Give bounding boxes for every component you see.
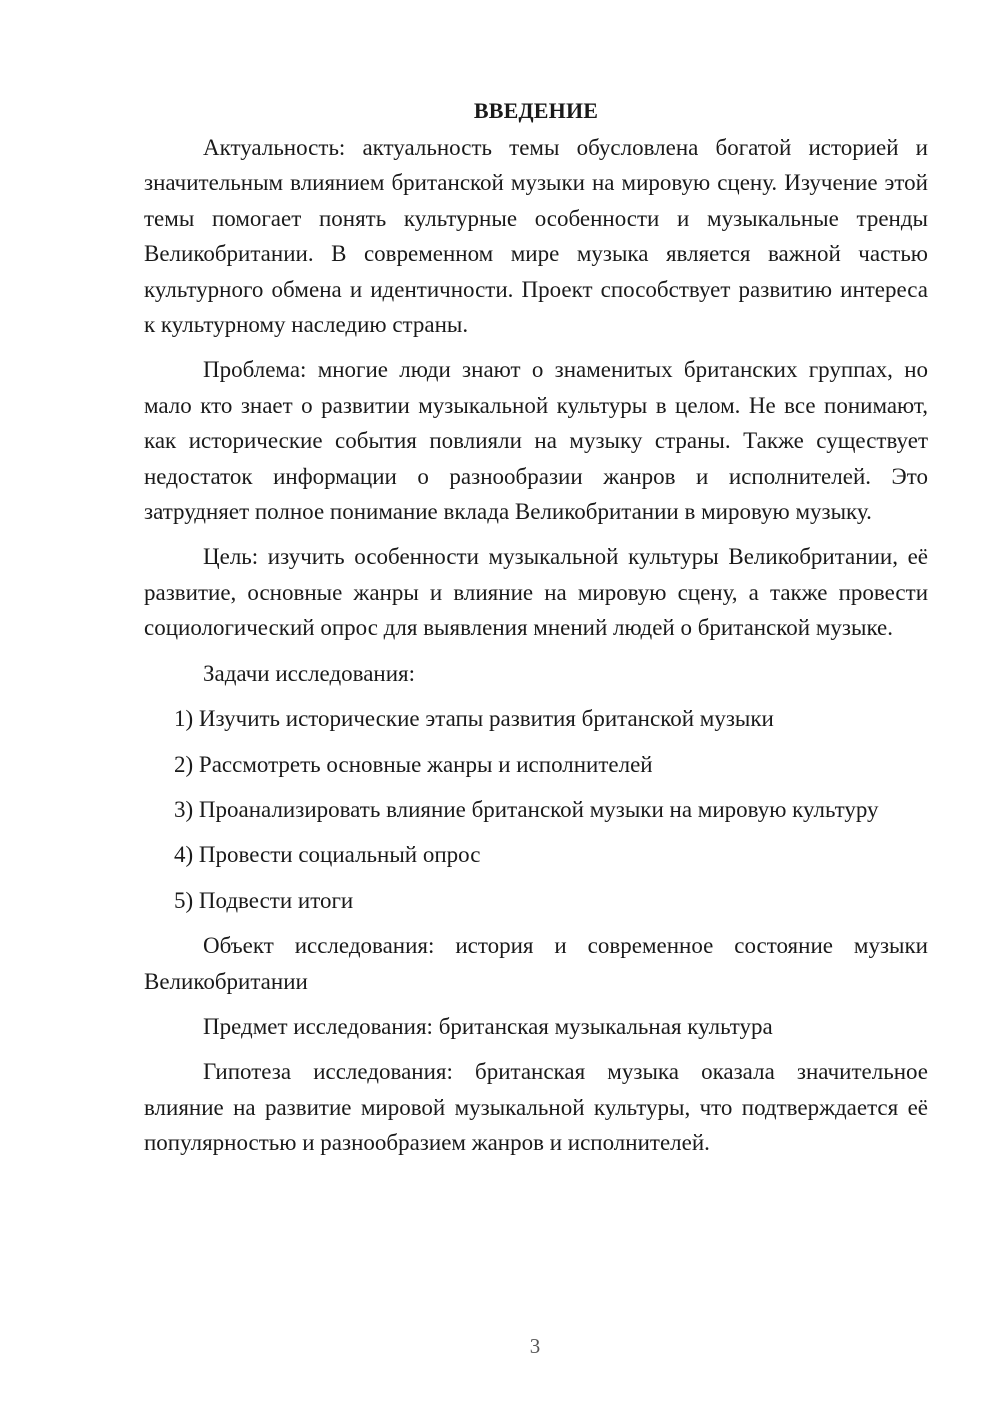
task-item-4: 4) Провести социальный опрос — [174, 842, 481, 868]
paragraph-subject: Предмет исследования: британская музыкальная культура — [203, 1013, 773, 1039]
task-item-3: 3) Проанализировать влияние британской музыки на мировую культуру — [174, 796, 879, 822]
paragraph-hypothesis: Гипотеза исследования: британская музыка оказала значительное влияние на развитие мировой музыкальной культуры, что подтверждается её популярностью и разнообразием жанров и исполнителей. — [144, 1059, 928, 1156]
paragraph-object: Объект исследования: история и современное состояние музыки Великобритании — [144, 933, 928, 994]
task-item-5: 5) Подвести итоги — [174, 887, 354, 913]
paragraph-goal: Цель: изучить особенности музыкальной культуры Великобритании, её развитие, основные жанры и влияние на мировую сцену, а также провести социологический опрос для выявления мнений людей о британской музыке. — [144, 544, 928, 641]
paragraph-tasks-heading: Задачи исследования: — [203, 660, 416, 686]
task-item-1: 1) Изучить исторические этапы развития британской музыки — [174, 706, 774, 732]
task-item-2: 2) Рассмотреть основные жанры и исполнителей — [174, 751, 653, 777]
section-title: ВВЕДЕНИЕ — [473, 98, 599, 123]
paragraph-relevance: Актуальность: актуальность темы обусловлена богатой историей и значительным влиянием британской музыки на мировую сцену. Изучение этой темы помогает понять культурные особенности и музыкальные тренды Великобритании. В современном мире музыка является важной частью культурного обмена и идентичности. Проект способствует развитию интереса к культурному наследию страны. — [144, 135, 928, 338]
paragraph-problem: Проблема: многие люди знают о знаменитых британских группах, но мало кто знает о развитии музыкальной культуры в целом. Не все понимают, как исторические события повлияли на музыку страны. Также существует недостаток информации о разнообразии жанров и исполнителей. Это затрудняет полное понимание вклада Великобритании в мировую музыку. — [144, 357, 928, 525]
page-content — [144, 96, 928, 1171]
page-number: 3 — [529, 1334, 541, 1358]
